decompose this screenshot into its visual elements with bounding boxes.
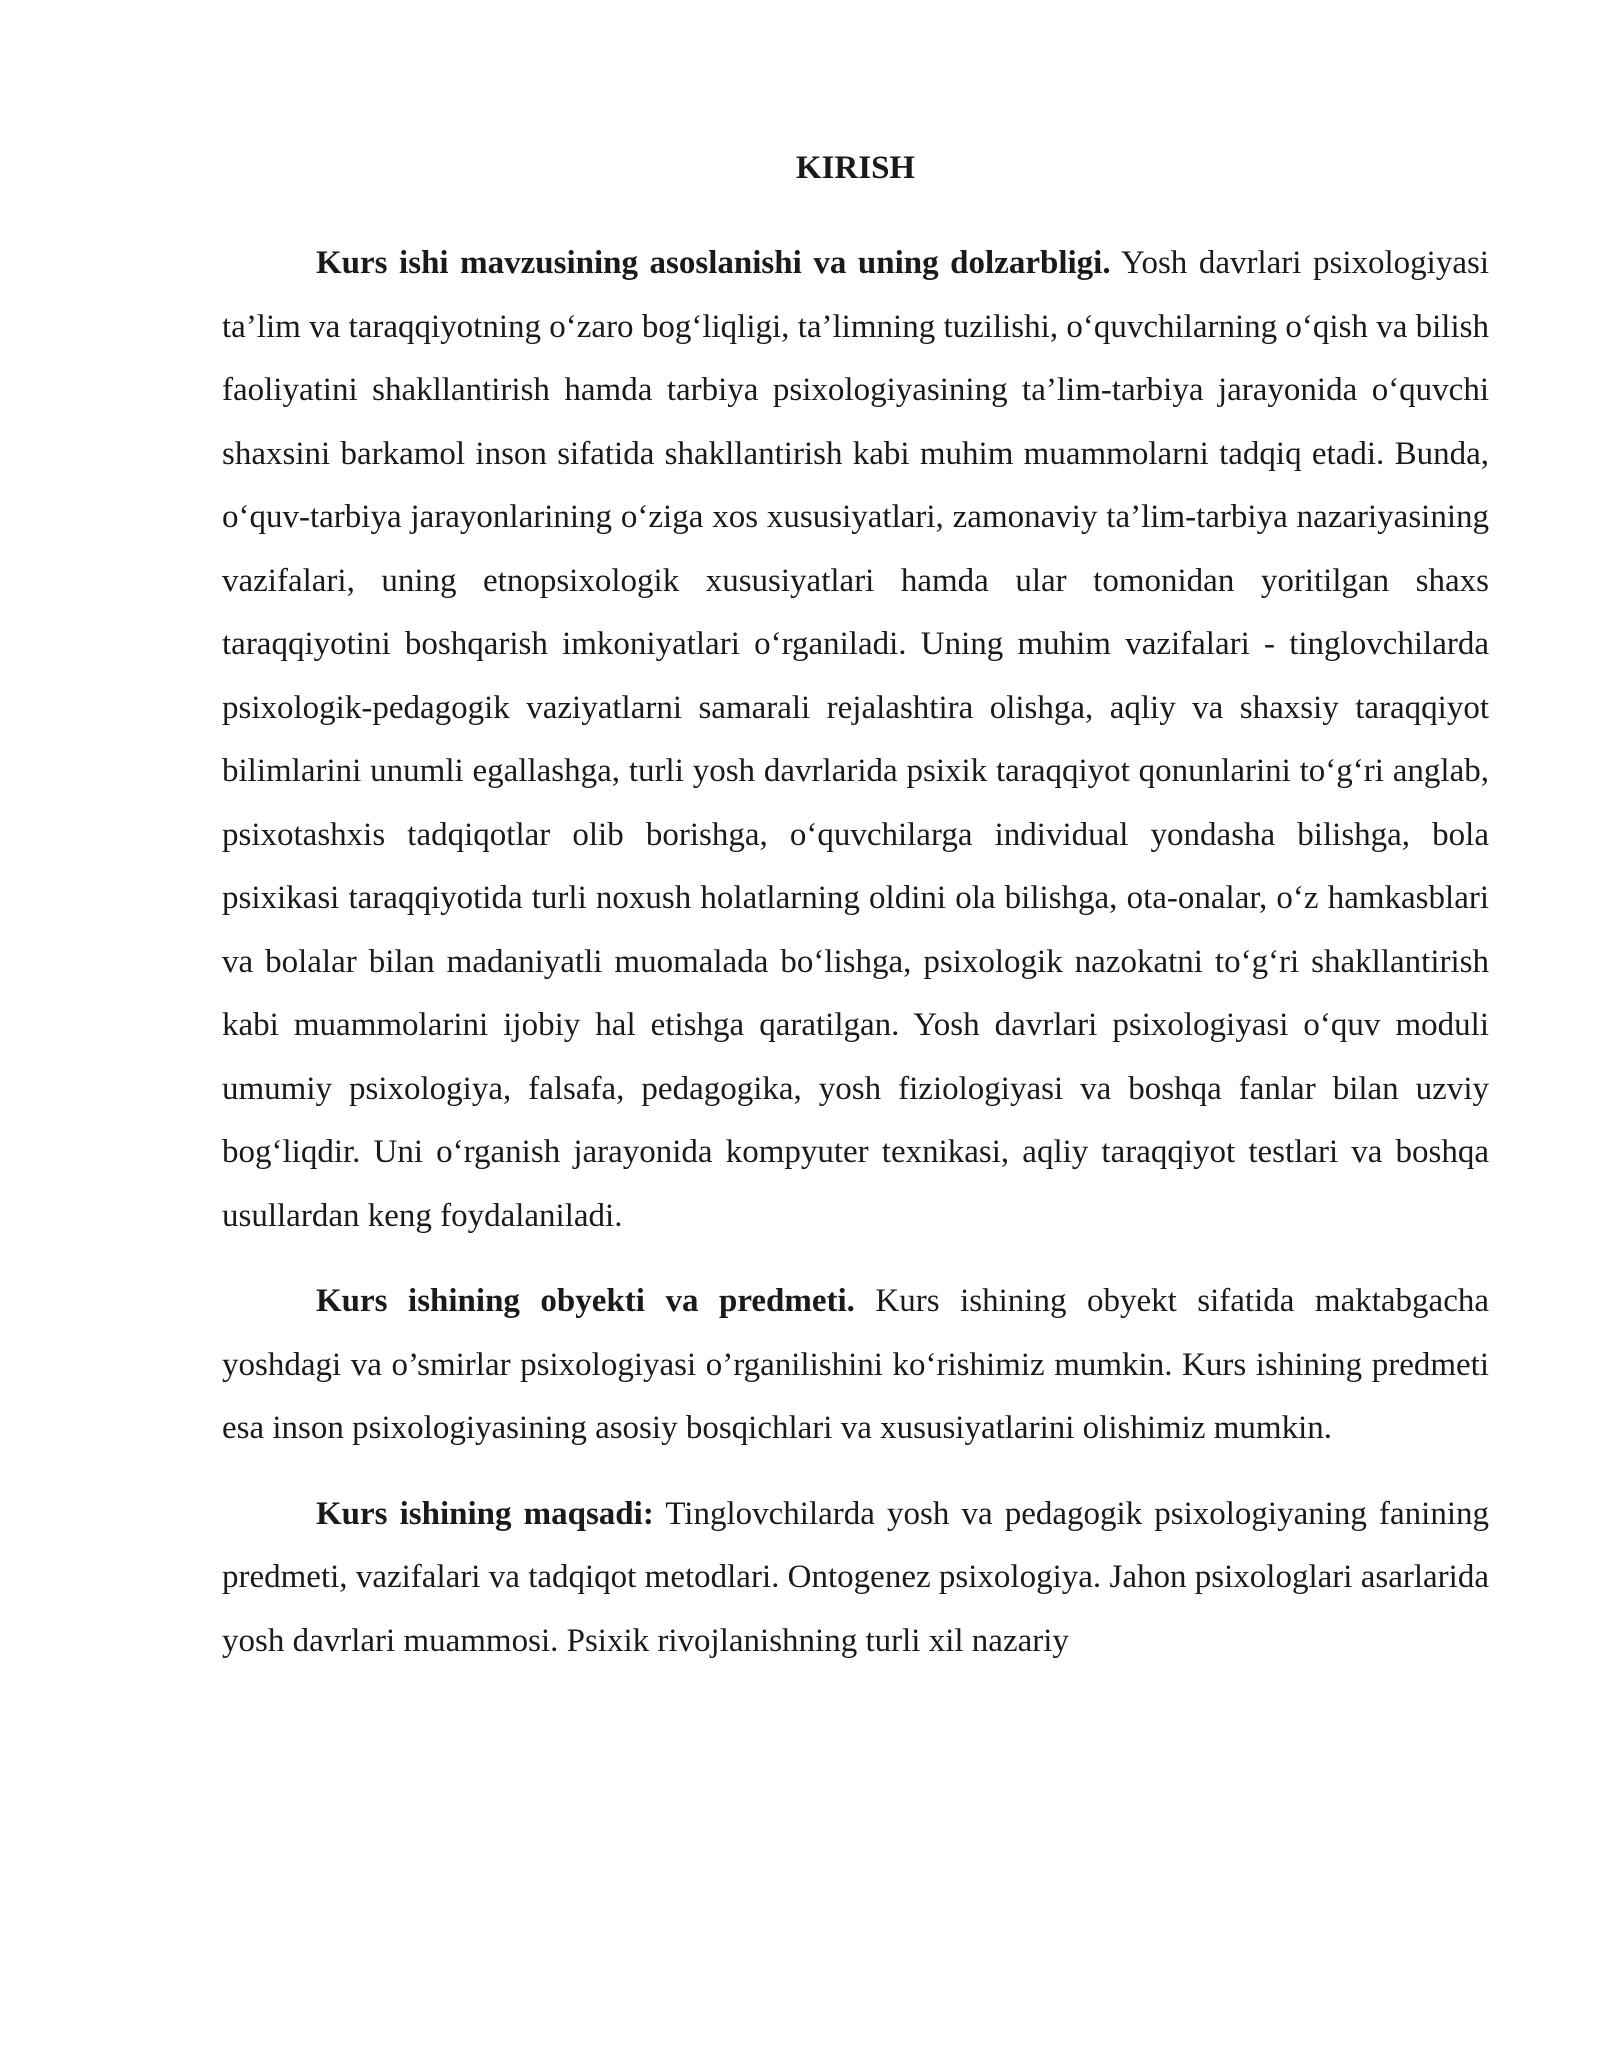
document-page	[222, 148, 1489, 1673]
paragraph-body: Tinglovchilarda yosh va pedagogik psixologiyaning fanining predmeti, vazifalari va tadqiqot metodlari. Ontogenez psixologiya. Jahon psixologlari asarlarida yosh davrlari muammosi. Psixik rivojlanishning turli xil nazariy	[222, 1495, 1489, 1659]
paragraph-body: Yosh davrlari psixologiyasi ta’lim va taraqqiyotning o‘zaro bog‘liqligi, ta’limning tuzilishi, o‘quvchilarning o‘qish va bilish faoliyatini shakllantirish hamda tarbiya psixologiyasining ta’lim-tarbiya jarayonida o‘quvchi shaxsini barkamol inson sifatida shakllantirish kabi muhim muammolarni tadqiq etadi. Bunda, o‘quv-tarbiya jarayonlarining o‘ziga xos xususiyatlari, zamonaviy ta’lim-tarbiya nazariyasining vazifalari, uning etnopsixologik xususiyatlari hamda ular tomonidan yoritilgan shaxs taraqqiyotini boshqarish imkoniyatlari o‘rganiladi. Uning muhim vazifalari - tinglovchilarda psixologik-pedagogik vaziyatlarni samarali rejalashtira olishga, aqliy va shaxsiy taraqqiyot bilimlarini unumli egallashga, turli yosh davrlarida psixik taraqqiyot qonunlarini to‘g‘ri anglab, psixotashxis tadqiqotlar olib borishga, o‘quvchilarga individual yondasha bilishga, bola psixikasi taraqqiyotida turli noxush holatlarning oldini ola bilishga, ota-onalar, o‘z hamkasblari va bolalar bilan madaniyatli muomalada bo‘lishga, psixologik nazokatni to‘g‘ri shakllantirish kabi muammolarini ijobiy hal etishga qaratilgan. Yosh davrlari psixologiyasi o‘quv moduli umumiy psixologiya, falsafa, pedagogika, yosh fiziologiyasi va boshqa fanlar bilan uzviy bog‘liqdir. Uni o‘rganish jarayonida kompyuter texnikasi, aqliy taraqqiyot testlari va boshqa usullardan keng foydalaniladi.	[222, 245, 1489, 1234]
paragraph-heading: Kurs ishi mavzusining asoslanishi va uning dolzarbligi.	[316, 245, 1111, 281]
paragraph-object-subject	[222, 1270, 1489, 1461]
paragraph-heading: Kurs ishining obyekti va predmeti.	[316, 1283, 855, 1319]
paragraph-goal	[222, 1483, 1489, 1674]
paragraph-heading: Kurs ishining maqsadi:	[316, 1495, 654, 1532]
page-title: KIRISH	[795, 150, 916, 186]
paragraph-relevance	[222, 232, 1489, 1248]
paragraph-body: Kurs ishining obyekt sifatida maktabgacha yoshdagi va o’smirlar psixologiyasi o’rganilishini ko‘rishimiz mumkin. Kurs ishining predmeti esa inson psixologiyasining asosiy bosqichlari va xususiyatlarini olishimiz mumkin.	[222, 1283, 1489, 1446]
